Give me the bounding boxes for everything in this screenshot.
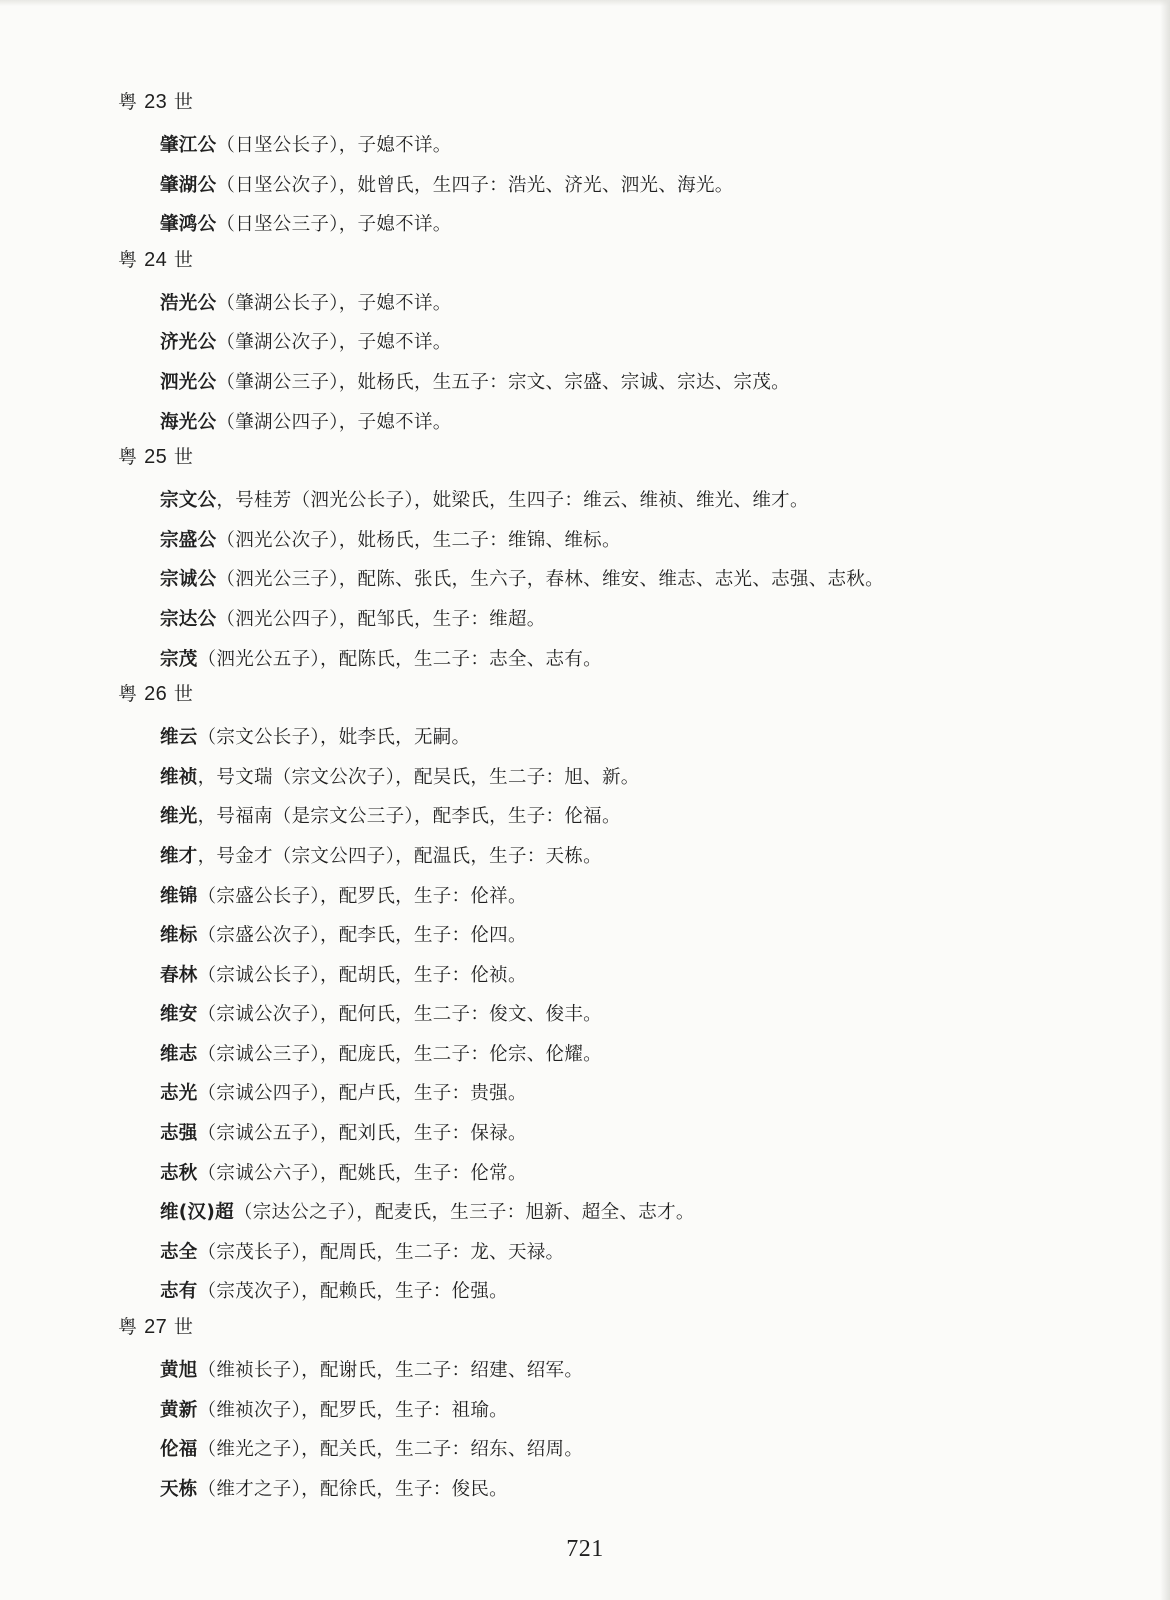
generation-suffix: 世 [173, 91, 194, 113]
genealogy-entry [0, 718, 1170, 758]
entry-description: （宗诚公六子），配姚氏，生子：伦常。 [197, 1162, 527, 1184]
generation-suffix: 世 [173, 1316, 194, 1339]
generation-heading [0, 245, 1170, 284]
entry-description: （宗诚公次子），配何氏，生二子：俊文、俊丰。 [197, 1004, 602, 1026]
entry-description: ，号金才（宗文公四子），配温氏，生子：天栋。 [197, 845, 602, 867]
entry-description: （维祯次子），配罗氏，生子：祖瑜。 [197, 1399, 508, 1421]
generation-suffix: 世 [173, 683, 194, 706]
genealogy-entry [0, 1470, 1170, 1510]
genealogy-entry [0, 600, 1170, 640]
generation-heading [0, 442, 1170, 481]
generation-prefix: 粤 [118, 683, 138, 706]
entry-name: 宗茂 [160, 648, 198, 670]
entry-name: 志全 [160, 1241, 198, 1263]
genealogy-entry [0, 1193, 1170, 1233]
generation-number: 26 [144, 683, 168, 706]
entry-description: （宗盛公次子），配李氏，生子：伦四。 [197, 925, 527, 947]
entry-name: 天栋 [160, 1478, 198, 1500]
entry-description: （肇湖公三子），妣杨氏，生五子：宗文、宗盛、宗诚、宗达、宗茂。 [216, 371, 790, 393]
entry-description: （维祯长子），配谢氏，生二子：绍建、绍军。 [197, 1360, 584, 1382]
page-number: 721 [566, 1536, 604, 1562]
genealogy-entry [0, 1233, 1170, 1273]
entry-name: 宗盛公 [160, 529, 217, 551]
genealogy-entry [0, 560, 1170, 600]
entry-description: （宗诚公四子），配卢氏，生子：贵强。 [197, 1083, 527, 1105]
genealogy-entry [0, 323, 1170, 363]
genealogy-entry [0, 205, 1170, 245]
generation-prefix: 粤 [118, 91, 138, 113]
entry-name: 宗文公 [160, 490, 217, 512]
generation-heading [0, 1312, 1170, 1351]
genealogy-entry [0, 284, 1170, 324]
entry-name: 宗诚公 [160, 569, 217, 591]
entry-name: 浩光公 [160, 292, 217, 314]
genealogy-entry [0, 1272, 1170, 1312]
generation-prefix: 粤 [118, 1316, 138, 1339]
entry-description: （维光之子），配关氏，生二子：绍东、绍周。 [197, 1439, 584, 1461]
genealogy-entry [0, 797, 1170, 837]
entry-name: 维云 [160, 727, 198, 749]
entry-description: ，号福南（是宗文公三子），配李氏，生子：伦福。 [197, 806, 621, 828]
entry-description: ，号文瑞（宗文公次子），配吴氏，生二子：旭、新。 [197, 766, 640, 788]
entry-name: 肇湖公 [160, 174, 217, 196]
entry-name: 维标 [160, 925, 198, 947]
entry-description: （维才之子），配徐氏，生子：俊民。 [197, 1478, 508, 1500]
entry-description: （宗盛公长子），配罗氏，生子：伦祥。 [197, 885, 527, 907]
genealogy-entry [0, 758, 1170, 798]
entry-description: （日坚公三子），子媳不详。 [216, 214, 452, 236]
entry-name: 宗达公 [160, 608, 217, 630]
entry-description: ，号桂芳（泗光公长子），妣梁氏，生四子：维云、维祯、维光、维才。 [216, 490, 809, 512]
entry-name: 泗光公 [160, 371, 217, 393]
entry-name: 维安 [160, 1004, 198, 1026]
generation-number: 25 [144, 446, 168, 469]
generation-prefix: 粤 [118, 248, 138, 271]
genealogy-entry [0, 995, 1170, 1035]
genealogy-entry [0, 1074, 1170, 1114]
genealogy-entry [0, 1351, 1170, 1391]
entry-name: 肇鸿公 [160, 214, 217, 236]
generation-section [0, 87, 1170, 245]
entry-name: 肇江公 [160, 135, 217, 156]
genealogy-entry [0, 837, 1170, 877]
genealogy-entry [0, 877, 1170, 917]
generation-heading [0, 679, 1170, 718]
entry-name: 黄旭 [160, 1360, 198, 1382]
genealogy-entry [0, 1430, 1170, 1470]
entry-name: 维光 [160, 806, 198, 828]
entry-name: 维志 [160, 1043, 198, 1065]
entry-name: 志强 [160, 1123, 198, 1145]
generation-section [0, 679, 1170, 1312]
entry-name: 维(汉)超 [160, 1202, 234, 1224]
entry-name: 黄新 [160, 1399, 198, 1421]
entry-name: 维才 [160, 845, 198, 867]
generation-suffix: 世 [173, 248, 194, 271]
entry-description: （宗诚公五子），配刘氏，生子：保禄。 [197, 1123, 527, 1145]
entry-description: （宗茂长子），配周氏，生二子：龙、天禄。 [197, 1241, 565, 1263]
entry-description: （泗光公四子），配邹氏，生子：维超。 [216, 608, 546, 630]
entry-name: 海光公 [160, 411, 217, 433]
entry-description: （宗茂次子），配赖氏，生子：伦强。 [197, 1281, 508, 1303]
entry-description: （宗诚公三子），配庞氏，生二子：伦宗、伦耀。 [197, 1043, 602, 1065]
entry-description: （肇湖公长子），子媳不详。 [216, 292, 452, 314]
genealogy-entry [0, 521, 1170, 561]
genealogy-entry [0, 956, 1170, 996]
genealogy-entry [0, 640, 1170, 680]
entry-description: （泗光公次子），妣杨氏，生二子：维锦、维标。 [216, 529, 621, 551]
generation-prefix: 粤 [118, 446, 138, 469]
generation-number: 27 [144, 1316, 168, 1339]
genealogy-entry [0, 363, 1170, 403]
genealogy-entry [0, 403, 1170, 443]
entry-description: （日坚公次子），妣曾氏，生四子：浩光、济光、泗光、海光。 [216, 174, 734, 196]
entry-name: 济光公 [160, 332, 217, 354]
genealogy-entry [0, 1035, 1170, 1075]
entry-name: 春林 [160, 964, 198, 986]
entry-name: 维锦 [160, 885, 198, 907]
entry-description: （肇湖公四子），子媳不详。 [216, 411, 452, 433]
generation-suffix: 世 [173, 446, 194, 469]
entry-description: （肇湖公次子），子媳不详。 [216, 332, 452, 354]
genealogy-entry [0, 1154, 1170, 1194]
entry-name: 维祯 [160, 766, 198, 788]
generation-section [0, 442, 1170, 679]
entry-name: 志秋 [160, 1162, 198, 1184]
generation-number: 24 [144, 248, 168, 271]
entry-name: 志有 [160, 1281, 198, 1303]
entry-name: 志光 [160, 1083, 198, 1105]
entry-description: （宗诚公长子），配胡氏，生子：伦祯。 [197, 964, 527, 986]
entry-description: （日坚公长子），子媳不详。 [216, 135, 452, 156]
entry-description: （泗光公三子），配陈、张氏，生六子，春林、维安、维志、志光、志强、志秋。 [216, 569, 884, 591]
genealogy-entry [0, 916, 1170, 956]
genealogy-entry [0, 1391, 1170, 1431]
generation-number: 23 [144, 91, 168, 113]
entry-description: （宗文公长子），妣李氏，无嗣。 [197, 727, 471, 749]
genealogy-entry [0, 481, 1170, 521]
generation-heading [0, 87, 1170, 126]
entry-description: （泗光公五子），配陈氏，生二子：志全、志有。 [197, 648, 602, 670]
generation-section [0, 245, 1170, 442]
genealogy-entry [0, 166, 1170, 206]
genealogy-entry [0, 126, 1170, 166]
page-edge-top [0, 0, 1170, 6]
generation-section [0, 1312, 1170, 1509]
entry-description: （宗达公之子），配麦氏，生三子：旭新、超全、志才。 [233, 1202, 695, 1224]
entry-name: 伦福 [160, 1439, 198, 1461]
genealogy-entry [0, 1114, 1170, 1154]
genealogy-content [0, 87, 1170, 1509]
